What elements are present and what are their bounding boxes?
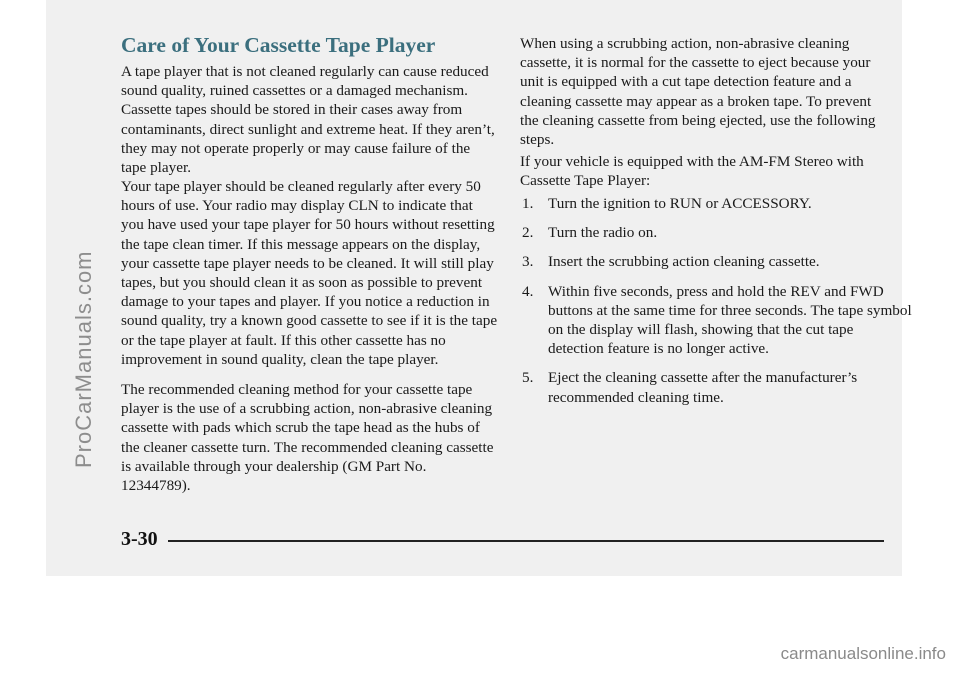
step-number: 4. xyxy=(522,282,534,300)
step-item xyxy=(520,194,912,213)
paragraph-cleaning-method: The recommended cleaning method for your cassette tape player is the use of a scrubbing action, non-abrasive cleaning cassette with pads which scrub the tape head as the hubs of the cleaner cassette turn. The recommended cleaning cassette is available through your dealership (GM Part No. 12344789). xyxy=(121,381,494,495)
side-watermark-text: ProCarManuals.com xyxy=(71,250,96,468)
step-item xyxy=(520,252,912,271)
step-text: Within five seconds, press and hold the REV and FWD buttons at the same time for three seconds. The tape symbol on the display will flash, showing that the cut tape detection feature is no longer active. xyxy=(548,282,912,358)
footer-divider xyxy=(168,540,884,542)
step-number: 5. xyxy=(522,369,534,387)
step-item xyxy=(520,282,912,359)
section-heading: Care of Your Cassette Tape Player xyxy=(121,33,436,57)
step-text: Insert the scrubbing action cleaning cassette. xyxy=(548,253,820,271)
side-watermark xyxy=(66,168,94,468)
manual-page xyxy=(46,0,912,576)
step-number: 3. xyxy=(522,253,534,271)
step-item xyxy=(520,223,912,242)
paragraph-eject-note: When using a scrubbing action, non-abrasive cleaning cassette, it is normal for the cassette to eject because your unit is equipped with a cut tape detection feature and a cleaning cassette may appear as a broken tape. To prevent the cleaning cassette from being ejected, use the following steps. xyxy=(520,35,876,149)
paragraph-storage: A tape player that is not cleaned regularly can cause reduced sound quality, ruined cassettes or a damaged mechanism. Cassette tapes should be stored in their cases away from contaminants, direct sunlight and extreme heat. If they aren’t, they may not operate properly or may cause failure of the tape player. xyxy=(121,63,495,177)
paragraph-stereo-intro: If your vehicle is equipped with the AM-FM Stereo with Cassette Tape Player: xyxy=(520,153,864,190)
step-text: Eject the cleaning cassette after the manufacturer’s recommended cleaning time. xyxy=(548,369,858,406)
paragraph-cleaning-interval: Your tape player should be cleaned regularly after every 50 hours of use. Your radio may display CLN to indicate that you have used your tape player for 50 hours without resetting the tape clean timer. If this message appears on the display, your cassette tape player needs to be cleaned. It will still play tapes, but you should clean it as soon as possible to prevent damage to your tapes and player. If you notice a reduction in sound quality, try a known good cassette to see if it is the tape or the tape player at fault. If this other cassette has no improvement in sound quality, clean the tape player. xyxy=(121,178,498,368)
step-text: Turn the ignition to RUN or ACCESSORY. xyxy=(548,195,812,212)
page-number: 3-30 xyxy=(121,528,158,550)
steps-list xyxy=(520,194,912,417)
bottom-watermark: carmanualsonline.info xyxy=(780,644,946,663)
step-text: Turn the radio on. xyxy=(548,224,658,242)
step-number: 1. xyxy=(522,195,534,212)
step-item xyxy=(520,368,912,406)
step-number: 2. xyxy=(522,224,534,242)
